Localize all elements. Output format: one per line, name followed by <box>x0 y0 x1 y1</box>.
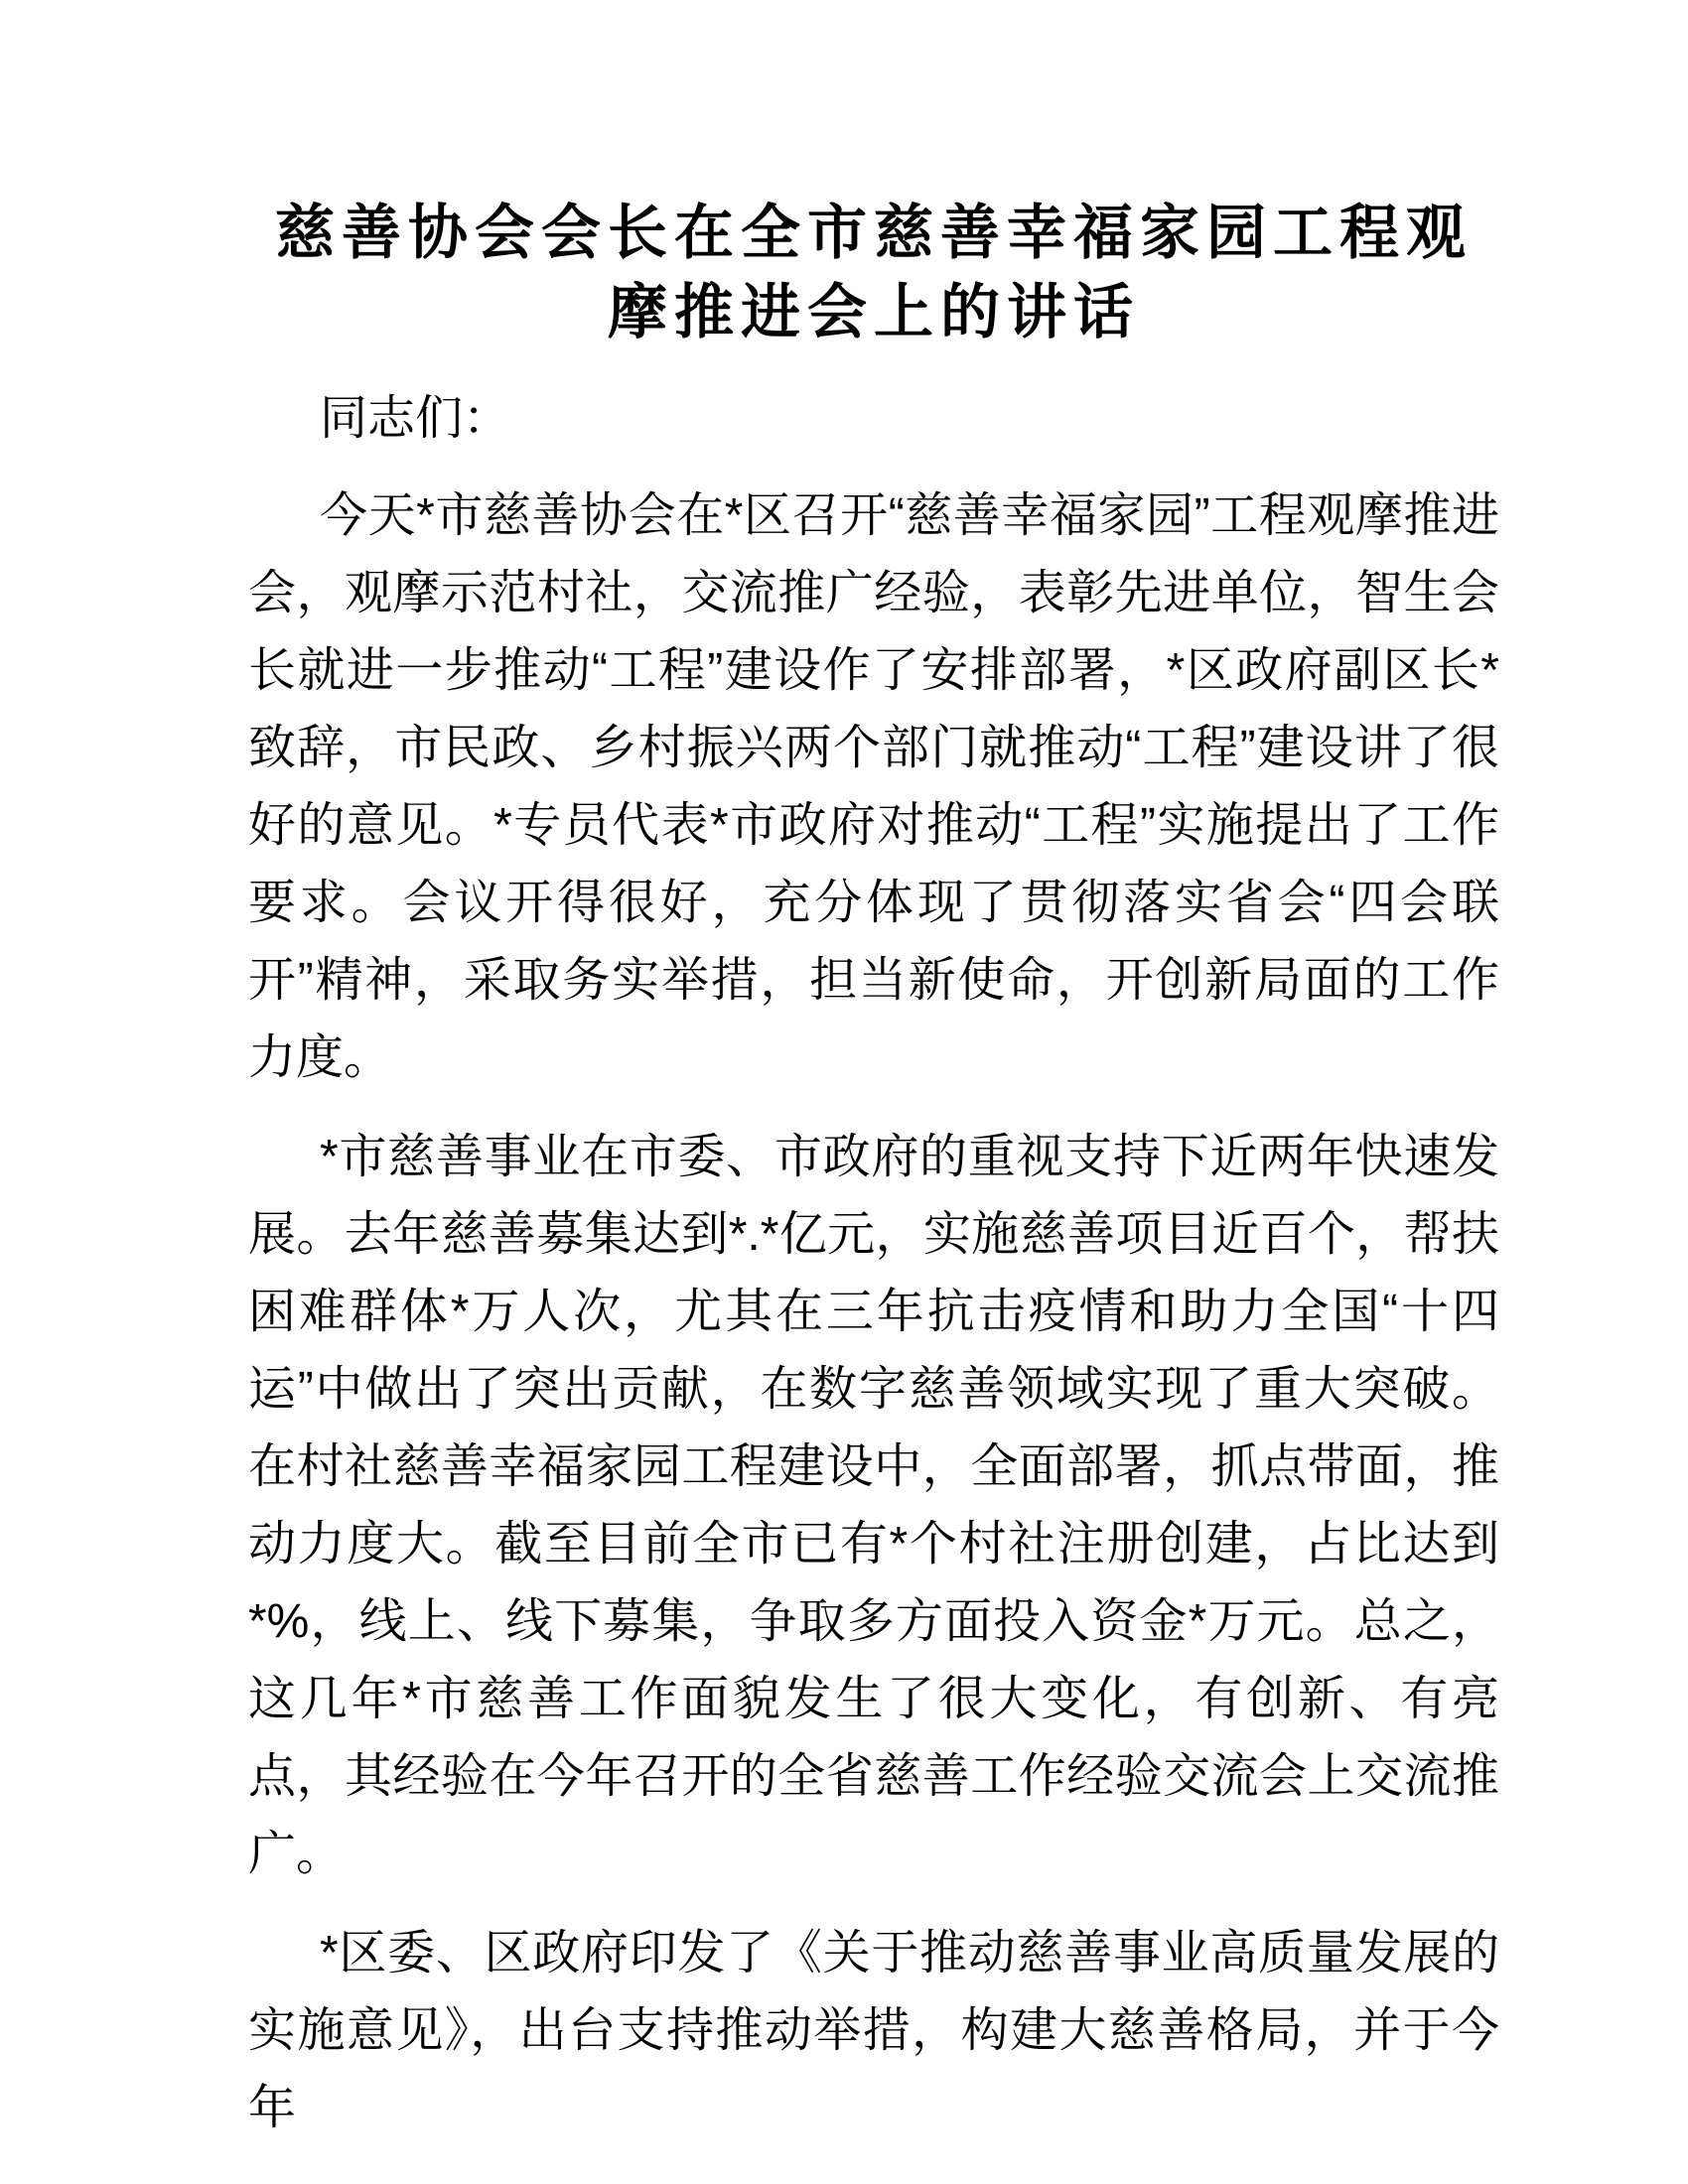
paragraph-district-policy: *区委、区政府印发了《关于推动慈善事业高质量发展的实施意见》，出台支持推动举措，构建大慈善格局，并于今年 <box>248 1927 1499 2134</box>
paragraph-opening: 今天*市慈善协会在*区召开“慈善幸福家园”工程观摩推进会，观摩示范村社，交流推广经验，表彰先进单位，智生会长就进一步推动“工程”建设作了安排部署，*区政府副区长*致辞，市民政、乡村振兴两个部门就推动“工程”建设讲了很好的意见。*专员代表*市政府对推动“工程”实施提出了工作要求。会议开得很好，充分体现了贯彻落实省会“四会联开”精神，采取务实举措，担当新使命，开创新局面的工作力度。 <box>248 489 1499 1084</box>
document-title: 慈善协会会长在全市慈善幸福家园工程观摩推进会上的讲话 <box>275 200 1473 345</box>
paragraph-city-charity-progress: *市慈善事业在市委、市政府的重视支持下近两年快速发展。去年慈善募集达到*.*亿元，实施慈善项目近百个，帮扶困难群体*万人次，尤其在三年抗击疫情和助力全国“十四运”中做出了突出贡献，在数字慈善领域实现了重大突破。在村社慈善幸福家园工程建设中，全面部署，抓点带面，推动力度大。截至目前全市已有*个村社注册创建，占比达到*%，线上、线下募集，争取多方面投入资金*万元。总之，这几年*市慈善工作面貌发生了很大变化，有创新、有亮点，其经验在今年召开的全省慈善工作经验交流会上交流推广。 <box>248 1131 1499 1880</box>
salutation: 同志们： <box>320 392 511 445</box>
